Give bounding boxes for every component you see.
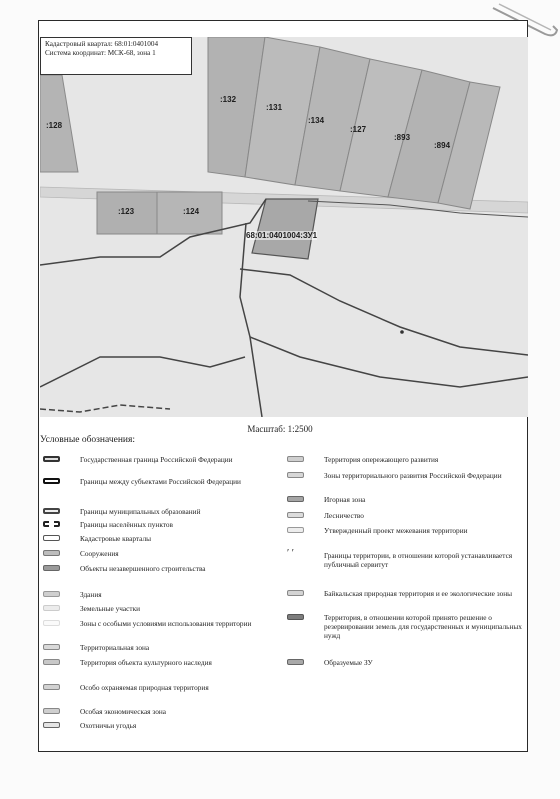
structures-icon	[43, 550, 60, 556]
coordinate-system-text: Система координат: МСК-68, зона 1	[45, 49, 156, 57]
parcel-label: :894	[434, 141, 451, 150]
parcel-label: :124	[183, 207, 200, 216]
parcel-label: :128	[46, 121, 63, 130]
map-scale: Масштаб: 1:2500	[247, 424, 313, 434]
parcel-label: :893	[394, 133, 411, 142]
cadastral-quarter-text: Кадастровый квартал: 68:01:0401004	[45, 40, 159, 48]
servitude-border-icon: ʹ ʹ	[287, 548, 294, 559]
cadastral-map[interactable]	[40, 37, 528, 417]
subject-border-icon	[43, 478, 60, 484]
protected-area-icon	[43, 684, 60, 690]
land-plots-icon	[43, 605, 60, 611]
parcel-label: :127	[350, 125, 367, 134]
territorial-zone-icon	[43, 644, 60, 650]
buildings-icon	[43, 591, 60, 597]
hunting-grounds-icon	[43, 722, 60, 728]
map-info-box	[40, 37, 192, 75]
parcel-label: :132	[220, 95, 237, 104]
parcel-label: :123	[118, 207, 135, 216]
baikal-territory-icon	[287, 590, 304, 596]
parcel-label: :131	[266, 103, 283, 112]
forestry-icon	[287, 512, 304, 518]
settlement-border-icon	[43, 521, 60, 527]
economic-zone-icon	[43, 708, 60, 714]
new-parcel-label: 68:01:0401004:ЗУ1	[246, 231, 318, 240]
survey-project-icon	[287, 527, 304, 533]
new-plots-icon	[287, 659, 304, 665]
parcel-label: :134	[308, 116, 325, 125]
municipal-border-icon	[43, 508, 60, 514]
advanced-development-icon	[287, 456, 304, 462]
gambling-zone-icon	[287, 496, 304, 502]
unfinished-construction-icon	[43, 565, 60, 571]
cadastral-quarter-icon	[43, 535, 60, 541]
special-zones-icon	[43, 620, 60, 626]
development-zone-icon	[287, 472, 304, 478]
reserved-land-icon	[287, 614, 304, 620]
state-border-icon	[43, 456, 60, 462]
legend-title: Условные обозначения:	[40, 435, 136, 445]
heritage-icon	[43, 659, 60, 665]
